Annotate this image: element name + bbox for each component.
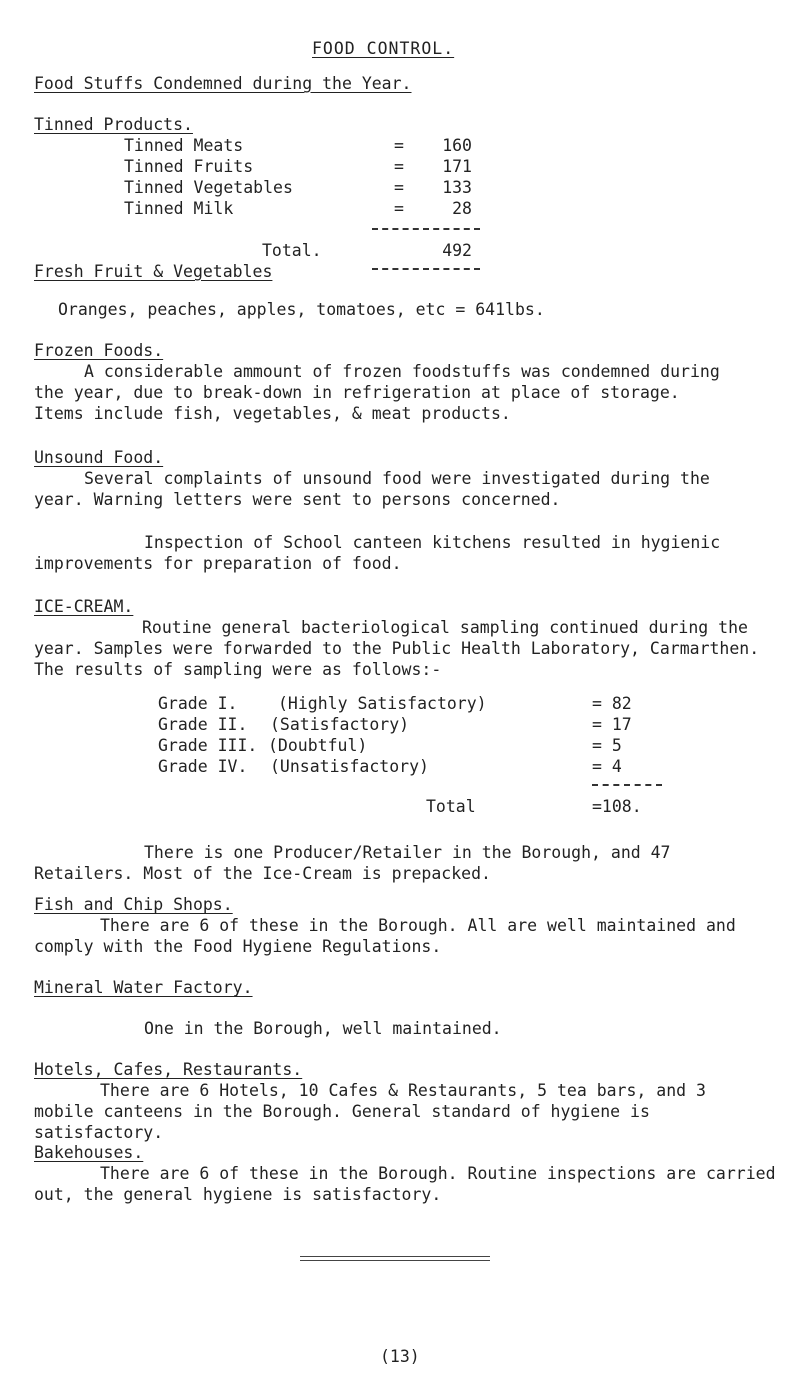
- section-end-rule: [300, 1256, 490, 1261]
- icecream-total-label: Total: [426, 797, 476, 816]
- icecream-text-1: Routine general bacteriological sampling continued during the year. Samples were forwarded to the Public Health Laboratory, Carmarthen. The results of sampling were as follows:-: [34, 618, 760, 679]
- frozen-text: A considerable ammount of frozen foodstuffs was condemned during the year, due to break-down in refrigeration at place of storage. Items include fish, vegetables, & meat products.: [34, 362, 720, 423]
- grade-label: Grade II.: [158, 715, 248, 734]
- equals-sign: =: [394, 199, 404, 218]
- section-subheading: Food Stuffs Condemned during the Year.: [34, 74, 412, 93]
- tinned-title: Tinned Products.: [34, 115, 193, 134]
- grade-value: = 5: [592, 736, 622, 755]
- bake-title: Bakehouses.: [34, 1143, 144, 1162]
- icecream-total-value: =108.: [592, 797, 642, 816]
- tinned-row-value: 160: [442, 136, 472, 155]
- grade-value: = 4: [592, 757, 622, 776]
- icecream-text-2: There is one Producer/Retailer in the Borough, and 47 Retailers. Most of the Ice-Cream is prepacked.: [34, 843, 671, 883]
- bake-text: There are 6 of these in the Borough. Routine inspections are carried out, the general hygiene is satisfactory.: [34, 1164, 776, 1204]
- frozen-title: Frozen Foods.: [34, 341, 164, 360]
- tinned-row-value: 28: [452, 199, 472, 218]
- fish-text: There are 6 of these in the Borough. All are well maintained and comply with the Food Hygiene Regulations.: [34, 916, 736, 956]
- icecream-title: ICE-CREAM.: [34, 597, 134, 616]
- rule-dashed: [372, 268, 480, 270]
- hotels-title: Hotels, Cafes, Restaurants.: [34, 1060, 303, 1079]
- rule-dashed: [592, 784, 662, 786]
- tinned-row-label: Tinned Fruits: [124, 157, 254, 176]
- grade-label: Grade IV.: [158, 757, 248, 776]
- rule-dashed: [372, 228, 480, 230]
- grade-label: Grade I.: [158, 694, 238, 713]
- page-number: (13): [380, 1347, 420, 1366]
- fresh-line: Oranges, peaches, apples, tomatoes, etc = 641lbs.: [58, 300, 545, 319]
- fresh-title: Fresh Fruit & Vegetables: [34, 262, 273, 281]
- hotels-text: There are 6 Hotels, 10 Cafes & Restaurants, 5 tea bars, and 3 mobile canteens in the Borough. General standard of hygiene is satisfactory.: [34, 1081, 706, 1142]
- equals-sign: =: [394, 136, 404, 155]
- unsound-text-1: Several complaints of unsound food were investigated during the year. Warning letters were sent to persons concerned.: [34, 469, 710, 509]
- tinned-row-value: 171: [442, 157, 472, 176]
- mineral-title: Mineral Water Factory.: [34, 978, 253, 997]
- unsound-text-2: Inspection of School canteen kitchens resulted in hygienic improvements for preparation of food.: [34, 533, 721, 573]
- tinned-total-label: Total.: [262, 241, 322, 260]
- grade-label: Grade III.: [158, 736, 258, 755]
- unsound-title: Unsound Food.: [34, 448, 164, 467]
- equals-sign: =: [394, 178, 404, 197]
- grade-desc: (Highly Satisfactory): [278, 694, 487, 713]
- grade-value: = 82: [592, 694, 632, 713]
- page-heading: FOOD CONTROL.: [312, 39, 455, 58]
- grade-desc: (Satisfactory): [270, 715, 410, 734]
- grade-value: = 17: [592, 715, 632, 734]
- equals-sign: =: [394, 157, 404, 176]
- tinned-row-label: Tinned Meats: [124, 136, 244, 155]
- tinned-row-label: Tinned Vegetables: [124, 178, 293, 197]
- mineral-text: One in the Borough, well maintained.: [144, 1019, 502, 1038]
- tinned-row-label: Tinned Milk: [124, 199, 234, 218]
- tinned-total-value: 492: [442, 241, 472, 260]
- grade-desc: (Unsatisfactory): [270, 757, 429, 776]
- fish-title: Fish and Chip Shops.: [34, 895, 233, 914]
- grade-desc: (Doubtful): [268, 736, 368, 755]
- tinned-row-value: 133: [442, 178, 472, 197]
